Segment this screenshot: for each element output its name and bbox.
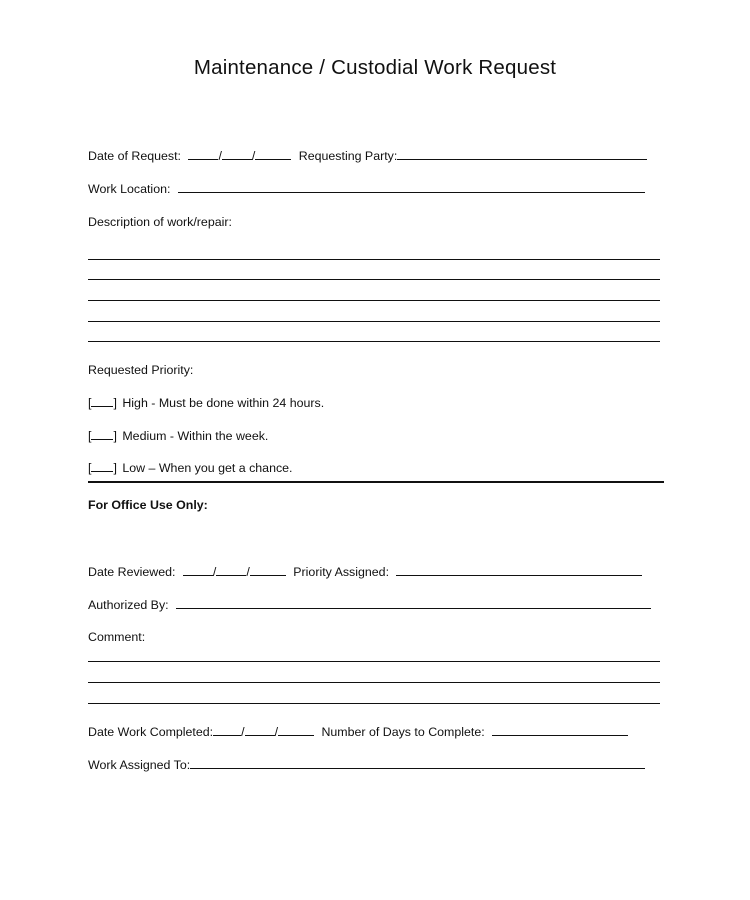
priority-option-medium [88, 428, 268, 444]
date-separator: / [212, 565, 217, 579]
reviewed-year-field[interactable] [250, 564, 286, 576]
section-divider [88, 481, 664, 483]
work-location-label: Work Location: [88, 182, 171, 196]
date-of-request-row [88, 148, 647, 164]
priority-medium-label: Medium - Within the week. [122, 429, 269, 443]
reviewed-month-field[interactable] [183, 564, 213, 576]
description-line[interactable] [88, 321, 660, 322]
date-separator: / [218, 149, 222, 163]
priority-assigned-label: Priority Assigned: [293, 565, 390, 579]
date-of-request-label: Date of Request: [88, 149, 181, 163]
description-line[interactable] [88, 341, 660, 342]
comment-line[interactable] [88, 703, 660, 704]
request-year-field[interactable] [255, 148, 291, 160]
requesting-party-label: Requesting Party: [298, 149, 398, 163]
comment-label: Comment: [88, 630, 146, 644]
date-work-completed-label: Date Work Completed: [88, 725, 214, 739]
office-use-heading: For Office Use Only: [88, 498, 208, 512]
completed-year-field[interactable] [278, 724, 314, 736]
description-label: Description of work/repair: [88, 215, 232, 229]
priority-option-low [88, 460, 293, 476]
requesting-party-field[interactable] [397, 148, 647, 160]
priority-low-checkbox[interactable] [88, 460, 117, 476]
bracket-open: [ [88, 429, 92, 443]
priority-option-high [88, 395, 324, 411]
request-month-field[interactable] [188, 148, 218, 160]
bracket-open: [ [88, 396, 92, 410]
date-separator: / [251, 149, 256, 163]
priority-low-label: Low – When you get a chance. [122, 461, 293, 475]
date-reviewed-label: Date Reviewed: [88, 565, 176, 579]
bracket-close: ] [113, 396, 117, 410]
reviewed-day-field[interactable] [216, 564, 246, 576]
comment-label-row [88, 629, 145, 645]
form-title: Maintenance / Custodial Work Request [193, 56, 557, 79]
work-assigned-to-label: Work Assigned To: [88, 758, 191, 772]
days-to-complete-label: Number of Days to Complete: [321, 725, 485, 739]
date-separator: / [246, 565, 250, 579]
days-to-complete-field[interactable] [492, 724, 628, 736]
request-day-field[interactable] [222, 148, 252, 160]
work-location-row [88, 181, 645, 197]
authorized-by-label: Authorized By: [88, 598, 169, 612]
priority-high-label: High - Must be done within 24 hours. [122, 396, 325, 410]
completed-day-field[interactable] [245, 724, 275, 736]
authorized-by-row [88, 597, 651, 613]
comment-line[interactable] [88, 661, 660, 662]
requested-priority-row [88, 362, 193, 378]
priority-high-checkbox[interactable] [88, 395, 117, 411]
bracket-close: ] [113, 461, 117, 475]
description-line[interactable] [88, 259, 660, 260]
bracket-close: ] [113, 429, 117, 443]
completed-month-field[interactable] [213, 724, 241, 736]
date-work-completed-row [88, 724, 628, 740]
comment-line[interactable] [88, 682, 660, 683]
description-line[interactable] [88, 300, 660, 301]
date-separator: / [241, 725, 245, 739]
date-reviewed-row [88, 564, 642, 580]
authorized-by-field[interactable] [176, 597, 651, 609]
work-location-field[interactable] [178, 181, 645, 193]
work-assigned-to-field[interactable] [190, 757, 645, 769]
priority-assigned-field[interactable] [396, 564, 642, 576]
priority-medium-checkbox[interactable] [88, 428, 117, 444]
date-separator: / [274, 725, 279, 739]
work-assigned-to-row [88, 757, 645, 773]
description-label-row [88, 214, 232, 230]
bracket-open: [ [88, 461, 92, 475]
description-line[interactable] [88, 279, 660, 280]
requested-priority-label: Requested Priority: [88, 363, 194, 377]
